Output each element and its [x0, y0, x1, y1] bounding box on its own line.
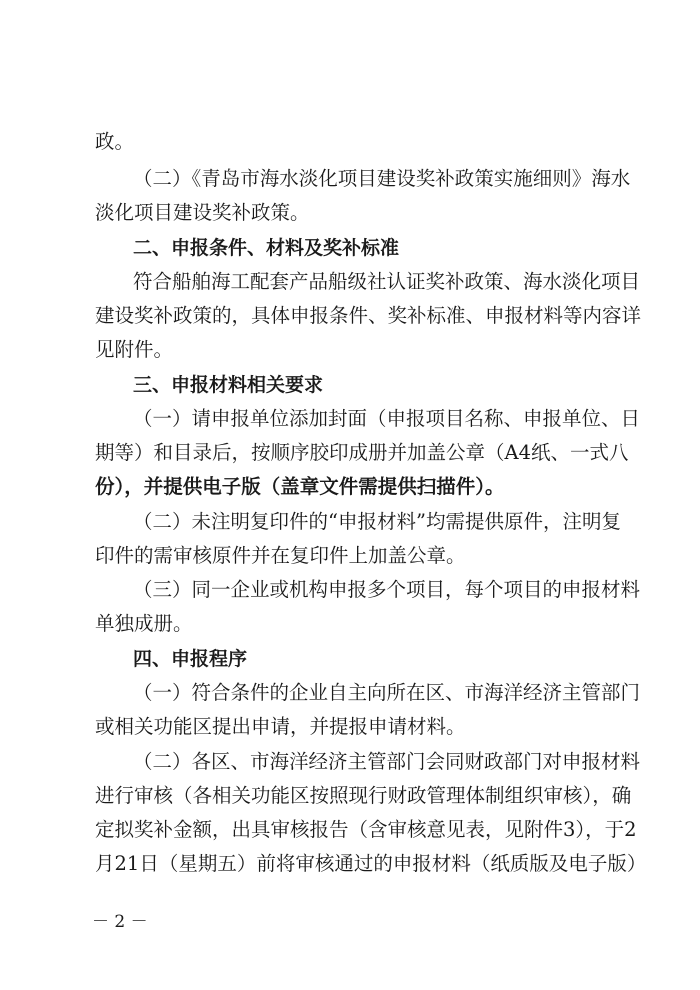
text-line: （一）请申报单位添加封面（申报项目名称、申报单位、日 [133, 407, 641, 430]
text-line: （二）各区、市海洋经济主管部门会同财政部门对申报材料 [133, 750, 641, 773]
section-heading-2: 二、申报条件、材料及奖补标准 [133, 237, 400, 259]
text-line: 见附件。 [95, 338, 174, 361]
text-line: （二）《青岛市海水淡化项目建设奖补政策实施细则》海水 [133, 167, 631, 190]
text-line: 符合船舶海工配套产品船级社认证奖补政策、海水淡化项目 [133, 270, 641, 293]
text-line: （二）未注明复印件的“申报材料”均需提供原件，注明复 [133, 510, 621, 533]
text-line: 印件的需审核原件并在复印件上加盖公章。 [95, 544, 466, 567]
text-line: 月21日（星期五）前将审核通过的申报材料（纸质版及电子版） [95, 852, 647, 875]
text-line: 期等）和目录后，按顺序胶印成册并加盖公章（A4纸、一式八 [95, 441, 629, 464]
text-line: 进行审核（各相关功能区按照现行财政管理体制组织审核），确 [95, 784, 632, 807]
text-line: （三）同一企业或机构申报多个项目，每个项目的申报材料 [133, 578, 641, 601]
text-line: 政。 [95, 130, 135, 153]
text-line: 定拟奖补金额，出具审核报告（含审核意见表，见附件3），于2 [95, 818, 637, 841]
section-heading-4: 四、申报程序 [133, 648, 248, 670]
text-line: 淡化项目建设奖补政策。 [95, 201, 310, 224]
page-number: － 2 － [92, 912, 148, 932]
text-line: 或相关功能区提出申请，并提报申请材料。 [95, 715, 466, 738]
section-heading-3: 三、申报材料相关要求 [133, 374, 324, 396]
text-line: 单独成册。 [95, 612, 193, 635]
text-line: （一）符合条件的企业自主向所在区、市海洋经济主管部门 [133, 681, 641, 704]
text-line-bold: 份），并提供电子版（盖章文件需提供扫描件）。 [95, 475, 505, 498]
text-line: 建设奖补政策的，具体申报条件、奖补标准、申报材料等内容详 [95, 304, 642, 327]
